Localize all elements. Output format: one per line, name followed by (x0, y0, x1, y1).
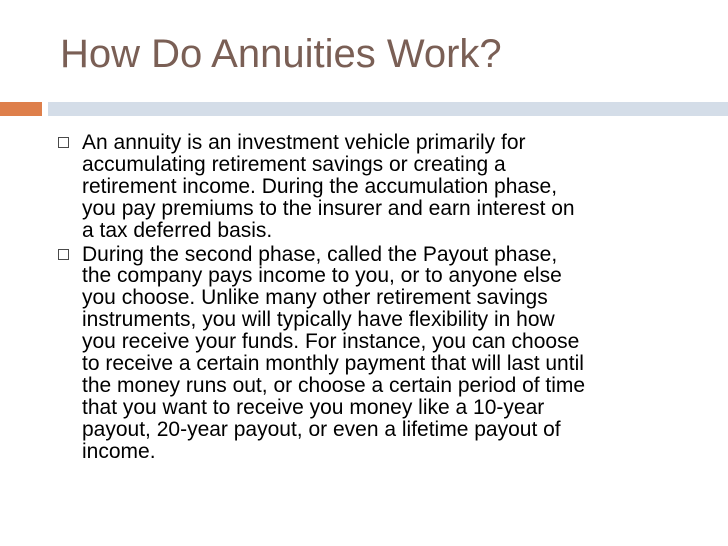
hollow-square-icon (58, 137, 69, 148)
slide-title: How Do Annuities Work? (60, 32, 502, 76)
title-rule-bar (48, 102, 728, 116)
bullet-item (52, 244, 712, 463)
hollow-square-icon (58, 249, 69, 260)
title-accent-bar (0, 102, 42, 116)
bullet-item (52, 132, 712, 242)
bullet-text: During the second phase, called the Payout phase, the company pays income to you, or to anyone else you choose. Unlike many other retirement savings instruments, you will typically have flexibility in how you receive your funds. For instance, you can choose to receive a certain monthly payment that will last until the money runs out, or choose a certain period of time that you want to receive you money like a 10-year payout, 20-year payout, or even a lifetime payout of income. (82, 242, 586, 463)
slide-body (52, 132, 712, 465)
bullet-text: An annuity is an investment vehicle primarily for accumulating retirement savings or creating a retirement income. During the accumulation phase, you pay premiums to the insurer and earn interest on a tax deferred basis. (82, 131, 575, 242)
